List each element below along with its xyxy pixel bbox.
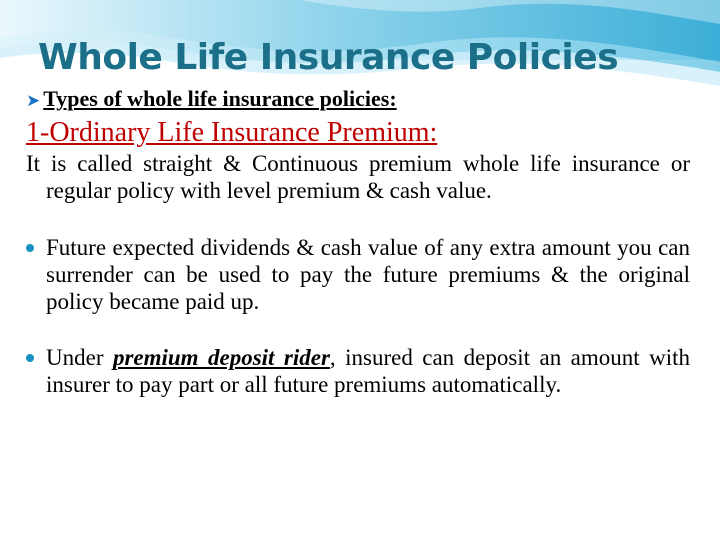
section-heading: 1-Ordinary Life Insurance Premium: <box>26 117 438 149</box>
bullet-emphasis: premium deposit rider <box>112 344 330 370</box>
bullet-item-dividends <box>26 234 690 315</box>
intro-paragraph: It is called straight & Continuous premium whole life insurance or regular policy with level premium & cash value. <box>26 150 690 203</box>
subheading: Types of whole life insurance policies: <box>43 86 397 111</box>
slide-content <box>26 86 690 398</box>
bullet-item-premium-deposit-rider <box>26 344 690 398</box>
bullet-suffix: , insured can deposit an amount with insurer to pay part or all future premiums automatically. <box>46 344 691 397</box>
bullet-text: Future expected dividends & cash value of any extra amount you can surrender can be used to pay the future premiums & the original policy became paid up. <box>46 234 690 314</box>
bullet-dot-icon <box>26 354 34 362</box>
bullet-list <box>26 234 690 398</box>
bullet-prefix: Under <box>46 344 113 370</box>
slide-title: Whole Life Insurance Policies <box>38 37 619 78</box>
arrow-right-icon: ➤ <box>26 91 41 111</box>
subheading-row <box>26 86 690 112</box>
bullet-dot-icon <box>26 244 34 252</box>
